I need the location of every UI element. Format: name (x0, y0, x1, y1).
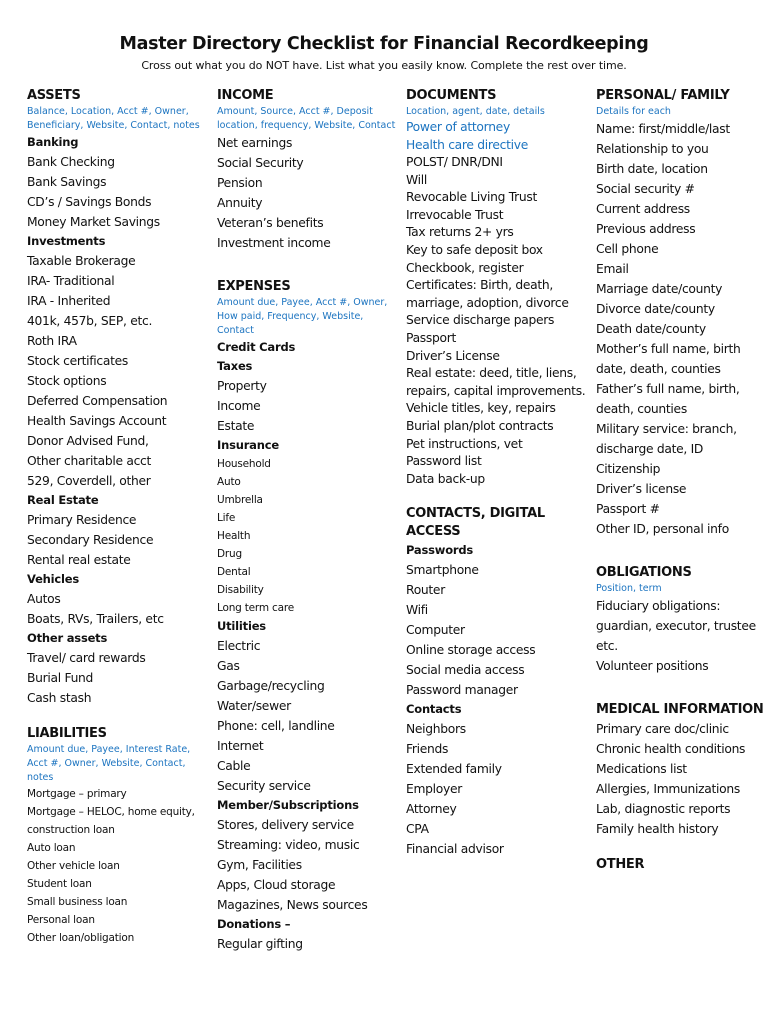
section-heading-documents: DOCUMENTS (406, 88, 497, 103)
list-item: Auto (217, 476, 241, 488)
subheading-investments: Investments (27, 234, 106, 248)
list-item: Friends (406, 742, 449, 757)
list-income (217, 133, 397, 253)
list-item: Health (217, 530, 251, 542)
section-heading-obligations: OBLIGATIONS (596, 565, 692, 580)
list-item: Email (596, 262, 629, 276)
list-item: Water/sewer (217, 699, 291, 713)
list-item: Primary Residence (27, 513, 137, 527)
list-member-subscriptions (217, 815, 397, 915)
list-item: Mortgage – primary (27, 788, 127, 800)
list-taxes (217, 376, 397, 436)
list-item: Money Market Savings (27, 215, 160, 229)
list-item: Roth IRA (27, 334, 77, 348)
list-item: Cable (217, 759, 251, 773)
list-item: Lab, diagnostic reports (596, 802, 731, 816)
list-item: Password manager (406, 683, 518, 698)
list-item: Bank Checking (27, 155, 115, 169)
section-note-personal: Details for each (596, 106, 671, 117)
list-item: Secondary Residence (27, 533, 154, 547)
list-item: Other charitable acct (27, 454, 152, 468)
list-item: Streaming: video, music (217, 838, 360, 852)
list-item: Student loan (27, 878, 92, 890)
list-obligations (596, 596, 768, 676)
list-item: Password list (406, 454, 482, 469)
list-item: Small business loan (27, 896, 128, 908)
list-contacts (406, 719, 590, 859)
list-other-assets (27, 648, 202, 708)
list-item: Annuity (217, 196, 263, 210)
list-item: Citizenship (596, 462, 661, 476)
list-item: IRA - Inherited (27, 294, 111, 308)
list-item: Relationship to you (596, 142, 709, 156)
list-item: Allergies, Immunizations (596, 782, 741, 796)
list-item: Social media access (406, 663, 525, 678)
list-item: Employer (406, 782, 462, 797)
list-item: Property (217, 379, 267, 393)
list-item: Pension (217, 176, 263, 190)
section-note-liabilities: Amount due, Payee, Interest Rate, Acct #, Owner, Website, Contact, notes (27, 744, 191, 783)
list-item: Donor Advised Fund, (27, 434, 149, 448)
list-item: Other vehicle loan (27, 860, 120, 872)
list-item: IRA- Traditional (27, 274, 115, 288)
section-heading-personal: PERSONAL/ FAMILY (596, 88, 730, 103)
section-note-assets: Balance, Location, Acct #, Owner, Beneficiary, Website, Contact, notes (27, 106, 200, 131)
list-item: Drug (217, 548, 242, 560)
list-item: Driver’s license (596, 482, 687, 496)
list-passwords (406, 560, 590, 700)
list-item: Driver’s License (406, 348, 500, 363)
list-item: Divorce date/county (596, 302, 715, 316)
list-item: Apps, Cloud storage (217, 878, 336, 892)
list-item: Other ID, personal info (596, 522, 729, 536)
list-item: Passport # (596, 502, 660, 516)
list-item: Investment income (217, 236, 331, 250)
list-item: Stock certificates (27, 354, 128, 368)
list-item: Stores, delivery service (217, 818, 354, 832)
list-documents (406, 154, 590, 488)
list-item: Marriage date/county (596, 282, 723, 296)
list-utilities (217, 636, 397, 796)
page-title: Master Directory Checklist for Financial Recordkeeping (119, 34, 649, 54)
list-item: Passport (406, 330, 457, 345)
list-item: Online storage access (406, 643, 536, 658)
list-medical (596, 719, 768, 839)
list-donations (217, 934, 397, 954)
list-vehicles (27, 589, 202, 629)
list-item: Garbage/recycling (217, 679, 325, 693)
donations-suffix: – (280, 917, 291, 931)
list-item: Boats, RVs, Trailers, etc (27, 612, 164, 626)
list-item: Taxable Brokerage (27, 254, 136, 268)
section-note-documents: Location, agent, date, details (406, 106, 545, 117)
list-item: Disability (217, 584, 264, 596)
list-item: Computer (406, 623, 465, 638)
list-item: Real estate: deed, title, liens, repairs, capital improvements. (406, 366, 586, 398)
list-item: CD’s / Savings Bonds (27, 195, 152, 209)
list-item: Estate (217, 419, 255, 433)
column-personal-family (596, 84, 768, 874)
list-item: Tax returns 2+ yrs (406, 225, 514, 240)
list-insurance (217, 455, 397, 617)
list-item: POLST/ DNR/DNI (406, 155, 503, 169)
list-item: Gas (217, 659, 240, 673)
list-item: Service discharge papers (406, 313, 555, 328)
list-item: Mortgage – HELOC, home equity, construction loan (27, 806, 195, 836)
subheading-taxes: Taxes (217, 359, 253, 373)
list-item: Military service: branch, discharge date, ID (596, 422, 737, 456)
list-banking (27, 152, 202, 232)
list-item: Father’s full name, birth, death, counties (596, 382, 740, 416)
list-item: Health care directive (406, 137, 528, 152)
list-item: Data back-up (406, 471, 485, 486)
list-item: Chronic health conditions (596, 742, 746, 756)
list-item: Volunteer positions (596, 659, 709, 673)
subheading-contacts: Contacts (406, 702, 462, 717)
list-item: Cell phone (596, 242, 659, 256)
subheading-member-subscriptions: Member/Subscriptions (217, 798, 359, 812)
subheading-passwords: Passwords (406, 543, 474, 558)
subheading-insurance: Insurance (217, 438, 279, 452)
list-item: Bank Savings (27, 175, 107, 189)
list-item: Autos (27, 592, 61, 606)
list-item: Internet (217, 739, 264, 753)
list-item: Key to safe deposit box (406, 242, 543, 257)
list-item: Death date/county (596, 322, 706, 336)
list-liabilities (27, 785, 202, 947)
section-heading-medical: MEDICAL INFORMATION (596, 702, 764, 717)
subheading-real-estate: Real Estate (27, 493, 99, 507)
list-item: Vehicle titles, key, repairs (406, 401, 556, 416)
section-note-expenses: Amount due, Payee, Acct #, Owner, How paid, Frequency, Website, Contact (217, 297, 388, 336)
list-item: Electric (217, 639, 261, 653)
list-item: Previous address (596, 222, 696, 236)
list-item: Income (217, 399, 261, 413)
list-item: Extended family (406, 762, 502, 777)
section-heading-liabilities: LIABILITIES (27, 726, 107, 741)
section-note-obligations: Position, term (596, 583, 662, 594)
list-personal (596, 119, 768, 539)
subheading-banking: Banking (27, 135, 79, 149)
list-item: Pet instructions, vet (406, 436, 523, 451)
list-item: Will (406, 172, 427, 187)
list-item: Attorney (406, 802, 457, 817)
section-heading-expenses: EXPENSES (217, 279, 291, 294)
list-item: Personal loan (27, 914, 95, 926)
list-item: Current address (596, 202, 690, 216)
list-item: Smartphone (406, 563, 479, 578)
section-heading-income: INCOME (217, 88, 274, 103)
list-item: Social security # (596, 182, 695, 196)
column-documents-contacts (406, 84, 590, 859)
list-item: Household (217, 458, 271, 470)
list-item: Burial Fund (27, 671, 94, 685)
subheading-donations (217, 915, 397, 934)
list-item: Phone: cell, landline (217, 719, 335, 733)
column-income-expenses (217, 84, 397, 954)
list-item: Wifi (406, 603, 428, 618)
list-item: Veteran’s benefits (217, 216, 324, 230)
list-item: Cash stash (27, 691, 92, 705)
list-item: Fiduciary obligations: guardian, executor, trustee etc. (596, 599, 756, 653)
list-item: Rental real estate (27, 553, 131, 567)
list-item: Regular gifting (217, 937, 303, 951)
section-heading-other: OTHER (596, 857, 645, 872)
list-item: Irrevocable Trust (406, 207, 504, 222)
list-investments (27, 251, 202, 491)
page-subtitle: Cross out what you do NOT have. List what you easily know. Complete the rest over time. (141, 59, 627, 72)
subheading-credit-cards: Credit Cards (217, 340, 296, 354)
list-item: Net earnings (217, 136, 293, 150)
list-item: 529, Coverdell, other (27, 474, 151, 488)
list-item: Financial advisor (406, 842, 504, 857)
list-item: Umbrella (217, 494, 263, 506)
list-item: Birth date, location (596, 162, 708, 176)
list-item: Checkbook, register (406, 260, 524, 275)
list-item: Family health history (596, 822, 719, 836)
list-item: Mother’s full name, birth date, death, counties (596, 342, 741, 376)
list-item: Health Savings Account (27, 414, 167, 428)
list-real-estate (27, 510, 202, 570)
section-heading-contacts: CONTACTS, DIGITAL ACCESS (406, 506, 545, 540)
list-item: Primary care doc/clinic (596, 722, 729, 736)
list-item: Name: first/middle/last (596, 122, 730, 136)
list-item: Stock options (27, 374, 107, 388)
list-item: Medications list (596, 762, 687, 776)
list-item: Deferred Compensation (27, 394, 168, 408)
list-item: Revocable Living Trust (406, 190, 538, 205)
list-item: CPA (406, 822, 429, 837)
list-item: 401k, 457b, SEP, etc. (27, 314, 153, 328)
subheading-utilities: Utilities (217, 619, 266, 633)
section-note-income: Amount, Source, Acct #, Deposit location, frequency, Website, Contact (217, 106, 396, 131)
list-item: Magazines, News sources (217, 898, 368, 912)
list-item: Security service (217, 779, 311, 793)
list-item: Dental (217, 566, 251, 578)
section-heading-assets: ASSETS (27, 88, 81, 103)
donations-label: Donations (217, 917, 281, 931)
list-item: Long term care (217, 602, 294, 614)
list-item: Neighbors (406, 722, 466, 737)
list-item: Burial plan/plot contracts (406, 418, 554, 433)
list-item: Life (217, 512, 236, 524)
list-documents-highlighted (406, 119, 590, 154)
list-item: Auto loan (27, 842, 76, 854)
list-item: Certificates: Birth, death, marriage, adoption, divorce (406, 278, 569, 310)
list-item: Gym, Facilities (217, 858, 302, 872)
subheading-vehicles: Vehicles (27, 572, 80, 586)
list-item: Travel/ card rewards (27, 651, 146, 665)
list-item: Other loan/obligation (27, 932, 135, 944)
subheading-other-assets: Other assets (27, 631, 108, 645)
list-item: Social Security (217, 156, 304, 170)
list-item: Power of attorney (406, 120, 510, 134)
list-item: Router (406, 583, 445, 598)
column-assets-liabilities (27, 84, 202, 947)
